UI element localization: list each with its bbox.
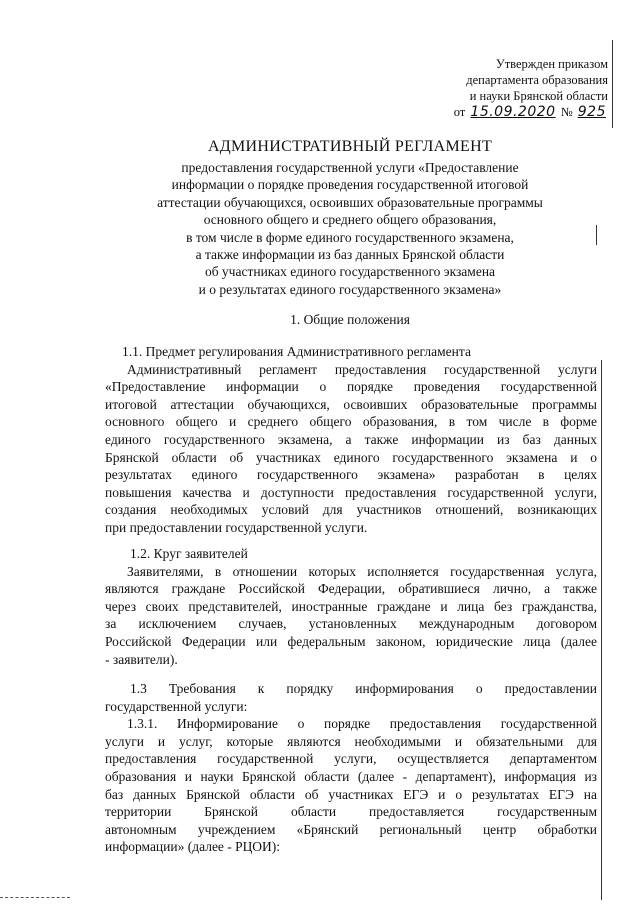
subtitle-line: и о результатах единого государственного экзамена» [198,281,502,297]
paragraph-heading: 1.1. Предмет регулирования Административного регламента [122,344,471,359]
approval-line-1: Утвержден приказом [495,57,608,71]
text-line: результатах единого государственного экзамена» разработан в целях [105,467,597,483]
scan-edge-line [601,360,602,900]
text-line: основного общего и среднего общего образования, в том числе в форме [105,414,597,430]
subtitle-line: об участниках единого государственного экзамена [204,264,496,280]
approval-number-label: № [560,105,573,119]
text-line: итоговой аттестации обучающихся, освоивших образовательные программы [105,396,597,412]
document-title: АДМИНИСТРАТИВНЫЙ РЕГЛАМЕНТ [207,138,493,155]
subtitle-line: аттестации обучающихся, освоивших образовательные программы [157,194,543,210]
approval-line-4 [448,104,608,120]
approval-stamp [448,56,608,120]
text-line: Российской Федерации или федеральным законом, юридические лица (далее [105,633,597,649]
approval-number: 925 [577,104,606,120]
text-line: за исключением случаев, установленных международным договором [105,616,597,632]
paragraph-1-1 [105,343,597,537]
text-line: - заявители). [105,651,178,667]
paragraph-1-2 [105,545,597,668]
text-line: при предоставлении государственной услуги. [105,519,368,535]
text-line: Брянской области об участниках единого государственного экзамена и о [105,449,597,465]
subtitle-line: предоставления государственной услуги «Предоставление [181,160,519,175]
scan-edge-line [596,225,597,245]
subtitle-line: информации о порядке проведения государственной итоговой [171,177,529,193]
text-line: услуги и услуг, которые являются необходимыми и обязательными для [105,733,597,749]
text-line: повышения качества и доступности предоставления государственной услуги, [105,484,597,500]
text-line: предоставления государственной услуги, осуществляется департаментом [105,751,597,767]
approval-date: 15.09.2020 [470,104,556,120]
text-line: баз данных Брянской области об участниках ЕГЭ и о результатах ЕГЭ на [105,786,597,802]
section-heading: 1. Общие положения [290,312,410,327]
text-line: образования и науки Брянской области (далее - департамент), информация из [105,768,597,784]
text-line: единого государственного экзамена, а также информации из баз данных [105,431,597,447]
text-line: Заявителями, в отношении которых исполняется государственная услуга, [127,563,597,579]
approval-line-2: департамента образования [466,73,608,87]
text-line: являются граждане Российской Федерации, обратившиеся лично, а также [105,581,597,597]
text-line: создания необходимых условий для участников отношений, возникающих [105,502,597,518]
subtitle-line: в том числе в форме единого государственного экзамена, [186,229,514,245]
paragraph-heading: 1.3 Требования к порядку информирования о предоставлении [130,681,597,696]
paragraph-heading: 1.2. Круг заявителей [130,546,248,561]
scan-edge-line [612,40,613,128]
text-line: информации» (далее - РЦОИ): [105,839,280,855]
text-line: «Предоставление информации о порядке проведения государственной [105,379,597,395]
text-line: 1.3.1. Информирование о порядке предоставления государственной [127,716,597,732]
text-line: Административный регламент предоставления государственной услуги [127,361,597,377]
paragraph-heading: государственной услуги: [105,698,248,714]
approval-from-label: от [453,105,466,119]
document-subtitle [100,159,600,298]
paragraph-1-3 [105,680,597,856]
text-line: автономным учреждением «Брянский региональный центр обработки [105,821,597,837]
approval-line-3: и науки Брянской области [469,89,608,103]
text-line: территории Брянской области предоставляется государственным [105,804,597,820]
text-line: через своих представителей, иностранные граждане и лица без гражданства, [105,598,597,614]
subtitle-line: а также информации из баз данных Брянской области [195,247,505,263]
subtitle-line: основного общего и среднего общего образования, [203,212,497,228]
footer-rule [0,897,70,899]
